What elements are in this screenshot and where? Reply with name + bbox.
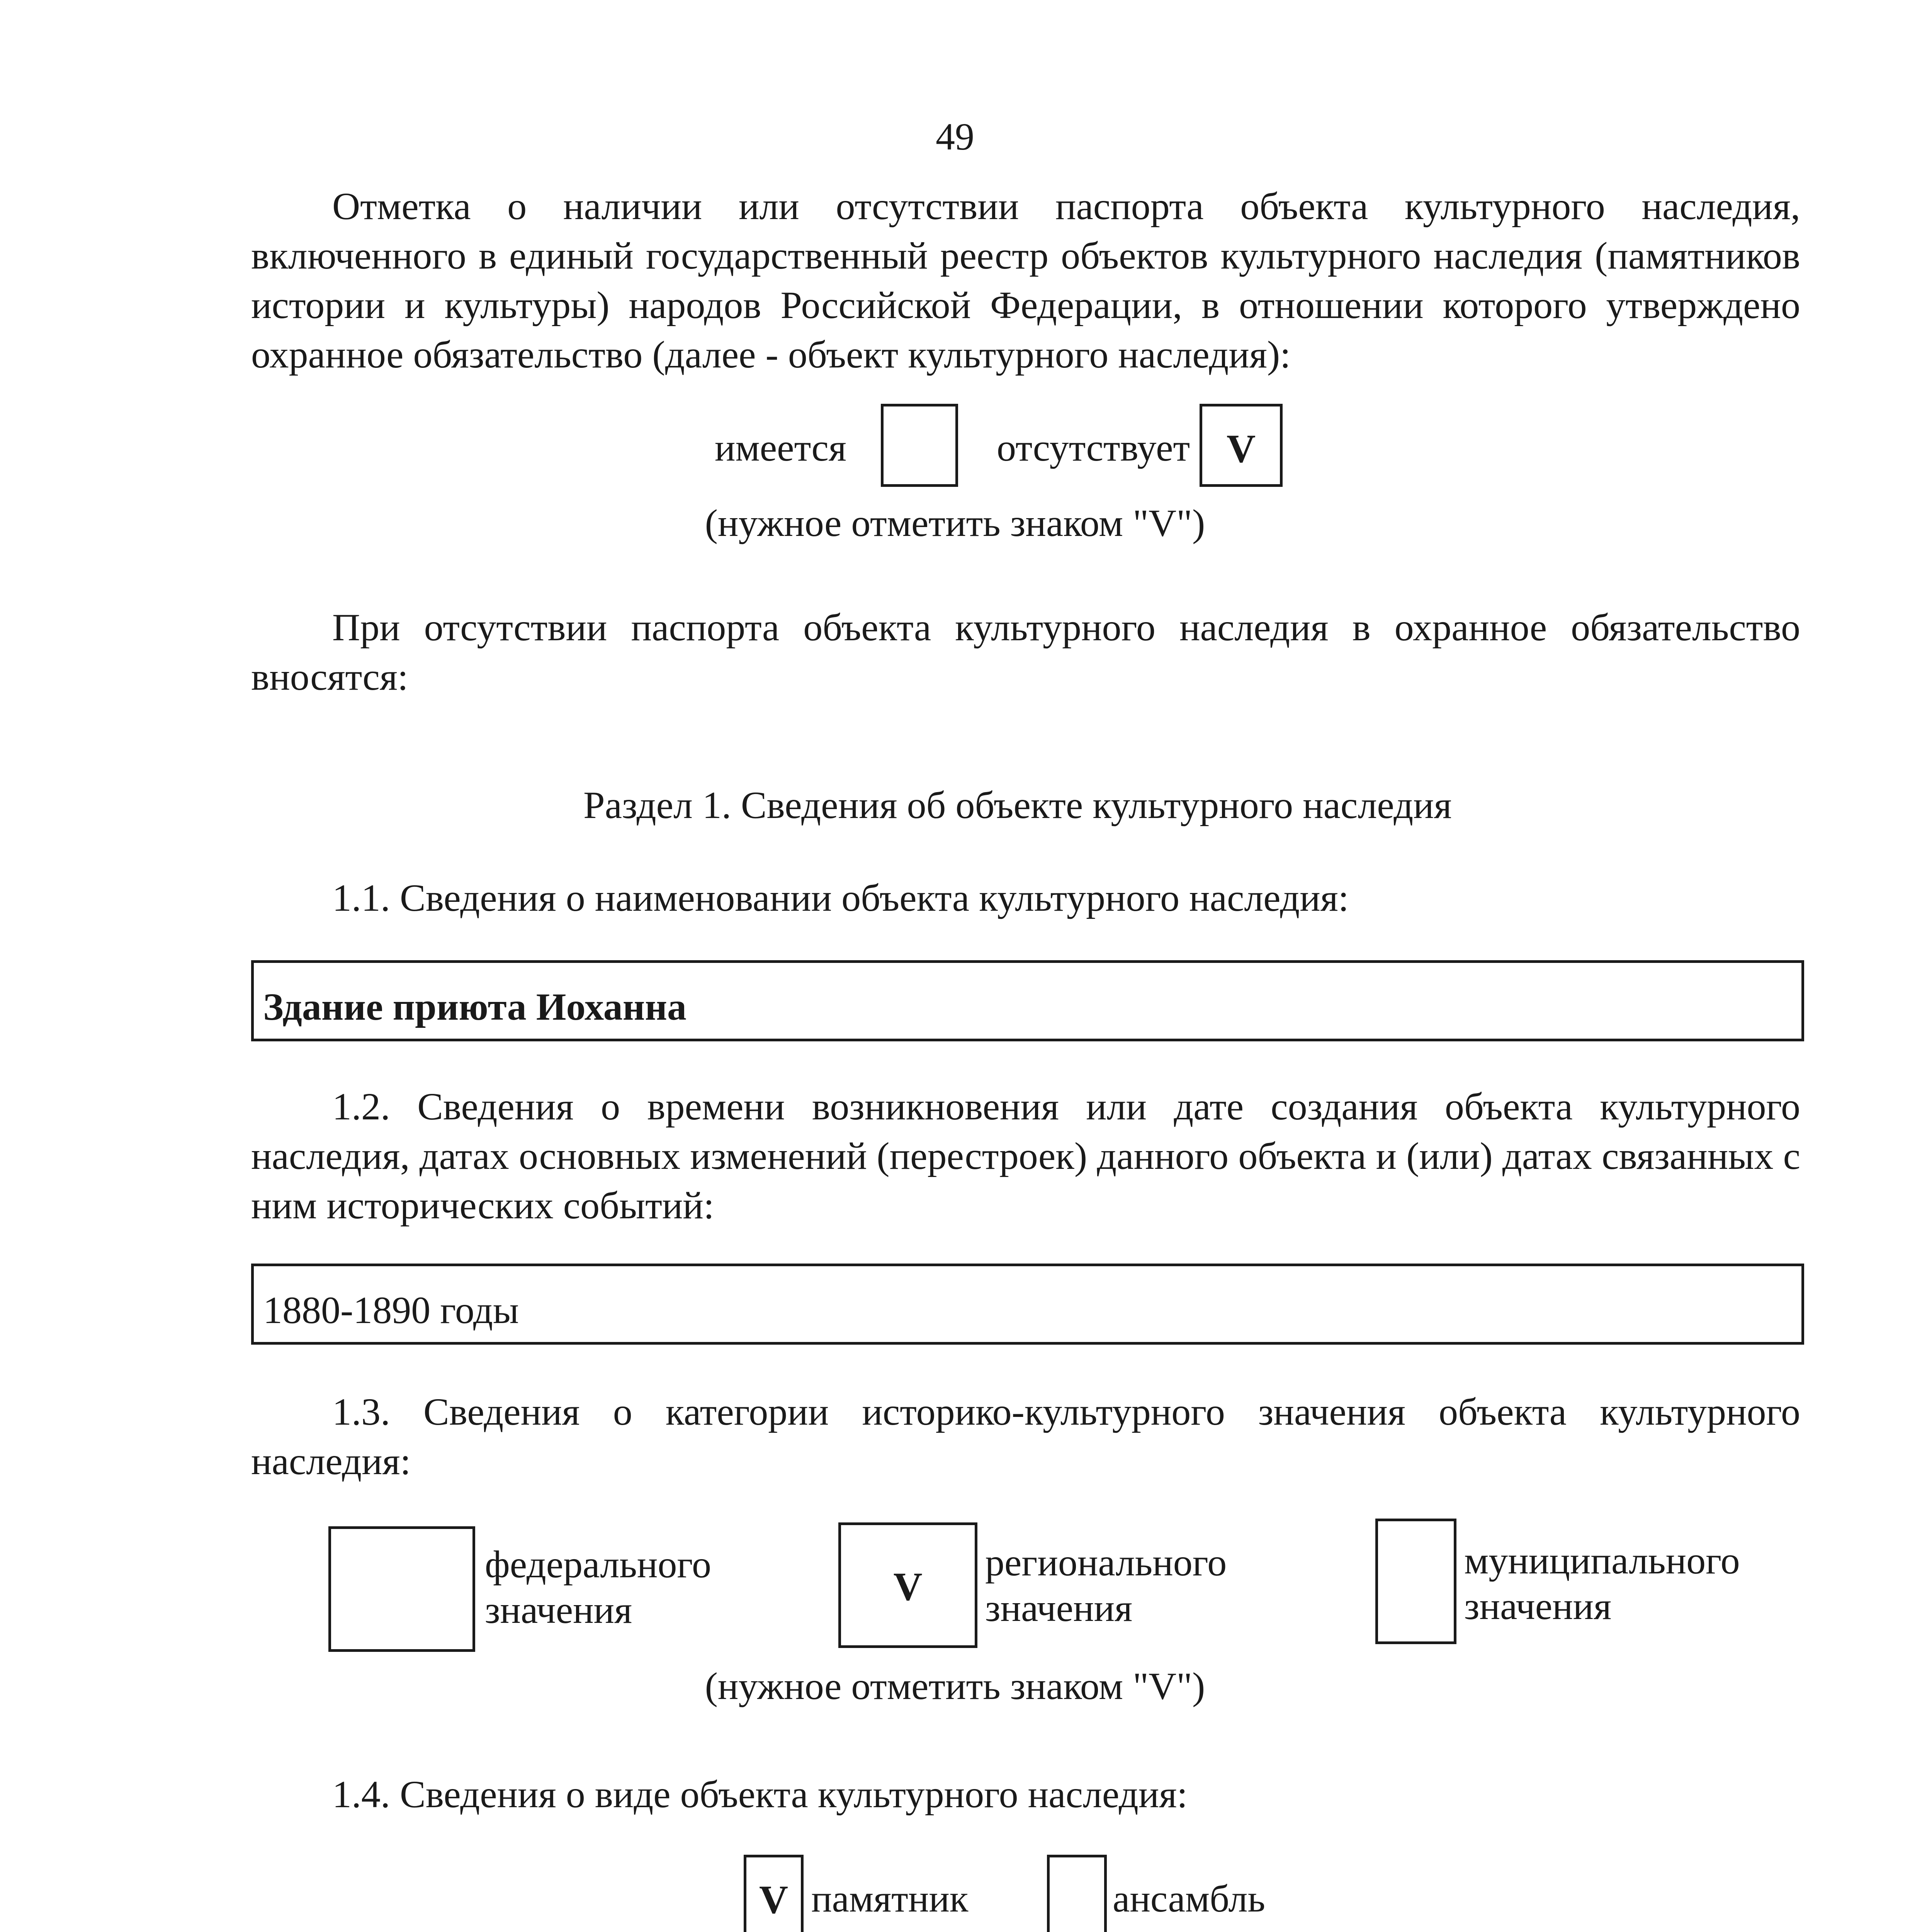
monument-mark: V — [759, 1878, 788, 1922]
absent-note: При отсутствии паспорта объекта культурного наследия в охранное обязательство вносятся: — [251, 606, 1800, 698]
federal-checkbox[interactable] — [328, 1526, 475, 1652]
municipal-checkbox[interactable] — [1375, 1519, 1456, 1644]
present-checkbox[interactable] — [881, 404, 958, 487]
regional-label-2: значения — [985, 1587, 1133, 1629]
s11-label: 1.1. Сведения о наименовании объекта культурного наследия: — [332, 876, 1349, 919]
s11-value-field: Здание приюта Иоханна — [251, 960, 1804, 1041]
section-title: Раздел 1. Сведения об объекте культурного наследия — [583, 784, 1452, 827]
passport-hint: (нужное отметить знаком "V") — [705, 502, 1205, 544]
monument-label: памятник — [811, 1877, 969, 1920]
regional-mark: V — [893, 1565, 923, 1609]
ensemble-checkbox[interactable] — [1047, 1855, 1107, 1932]
s13-label: 1.3. Сведения о категории историко-культурного значения объекта культурного наследия: — [251, 1390, 1800, 1483]
ensemble-label: ансамбль — [1113, 1877, 1266, 1920]
s12-label: 1.2. Сведения о времени возникновения или дате создания объекта культурного наследия, датах основных изменений (перестроек) данного объекта и (или) датах связанных с ним исторических событий: — [251, 1085, 1800, 1227]
s14-label: 1.4. Сведения о виде объекта культурного наследия: — [332, 1773, 1188, 1816]
s13-hint: (нужное отметить знаком "V") — [705, 1665, 1205, 1708]
municipal-label-1: муниципального — [1464, 1539, 1740, 1582]
absent-checkbox[interactable] — [1200, 404, 1283, 487]
monument-checkbox[interactable] — [744, 1855, 804, 1932]
absent-mark: V — [1226, 427, 1256, 471]
option-absent-label: отсутствует — [997, 426, 1190, 469]
passport-text: Отметка о наличии или отсутствии паспорта объекта культурного наследия, включенного в единый государственный реестр объектов культурного наследия (памятников истории и культуры) народов Российской Федерации, в отношении которого утверждено охранное обязательство (далее - объект культурного наследия): — [251, 185, 1800, 376]
s12-value-field: 1880-1890 годы — [251, 1264, 1804, 1345]
municipal-label-2: значения — [1464, 1585, 1612, 1628]
regional-label-1: регионального — [985, 1541, 1227, 1584]
option-present-label: имеется — [715, 426, 846, 469]
regional-checkbox[interactable] — [838, 1522, 977, 1648]
page-number: 49 — [936, 115, 974, 158]
federal-label-2: значения — [485, 1588, 632, 1631]
federal-label-1: федерального — [485, 1543, 711, 1586]
